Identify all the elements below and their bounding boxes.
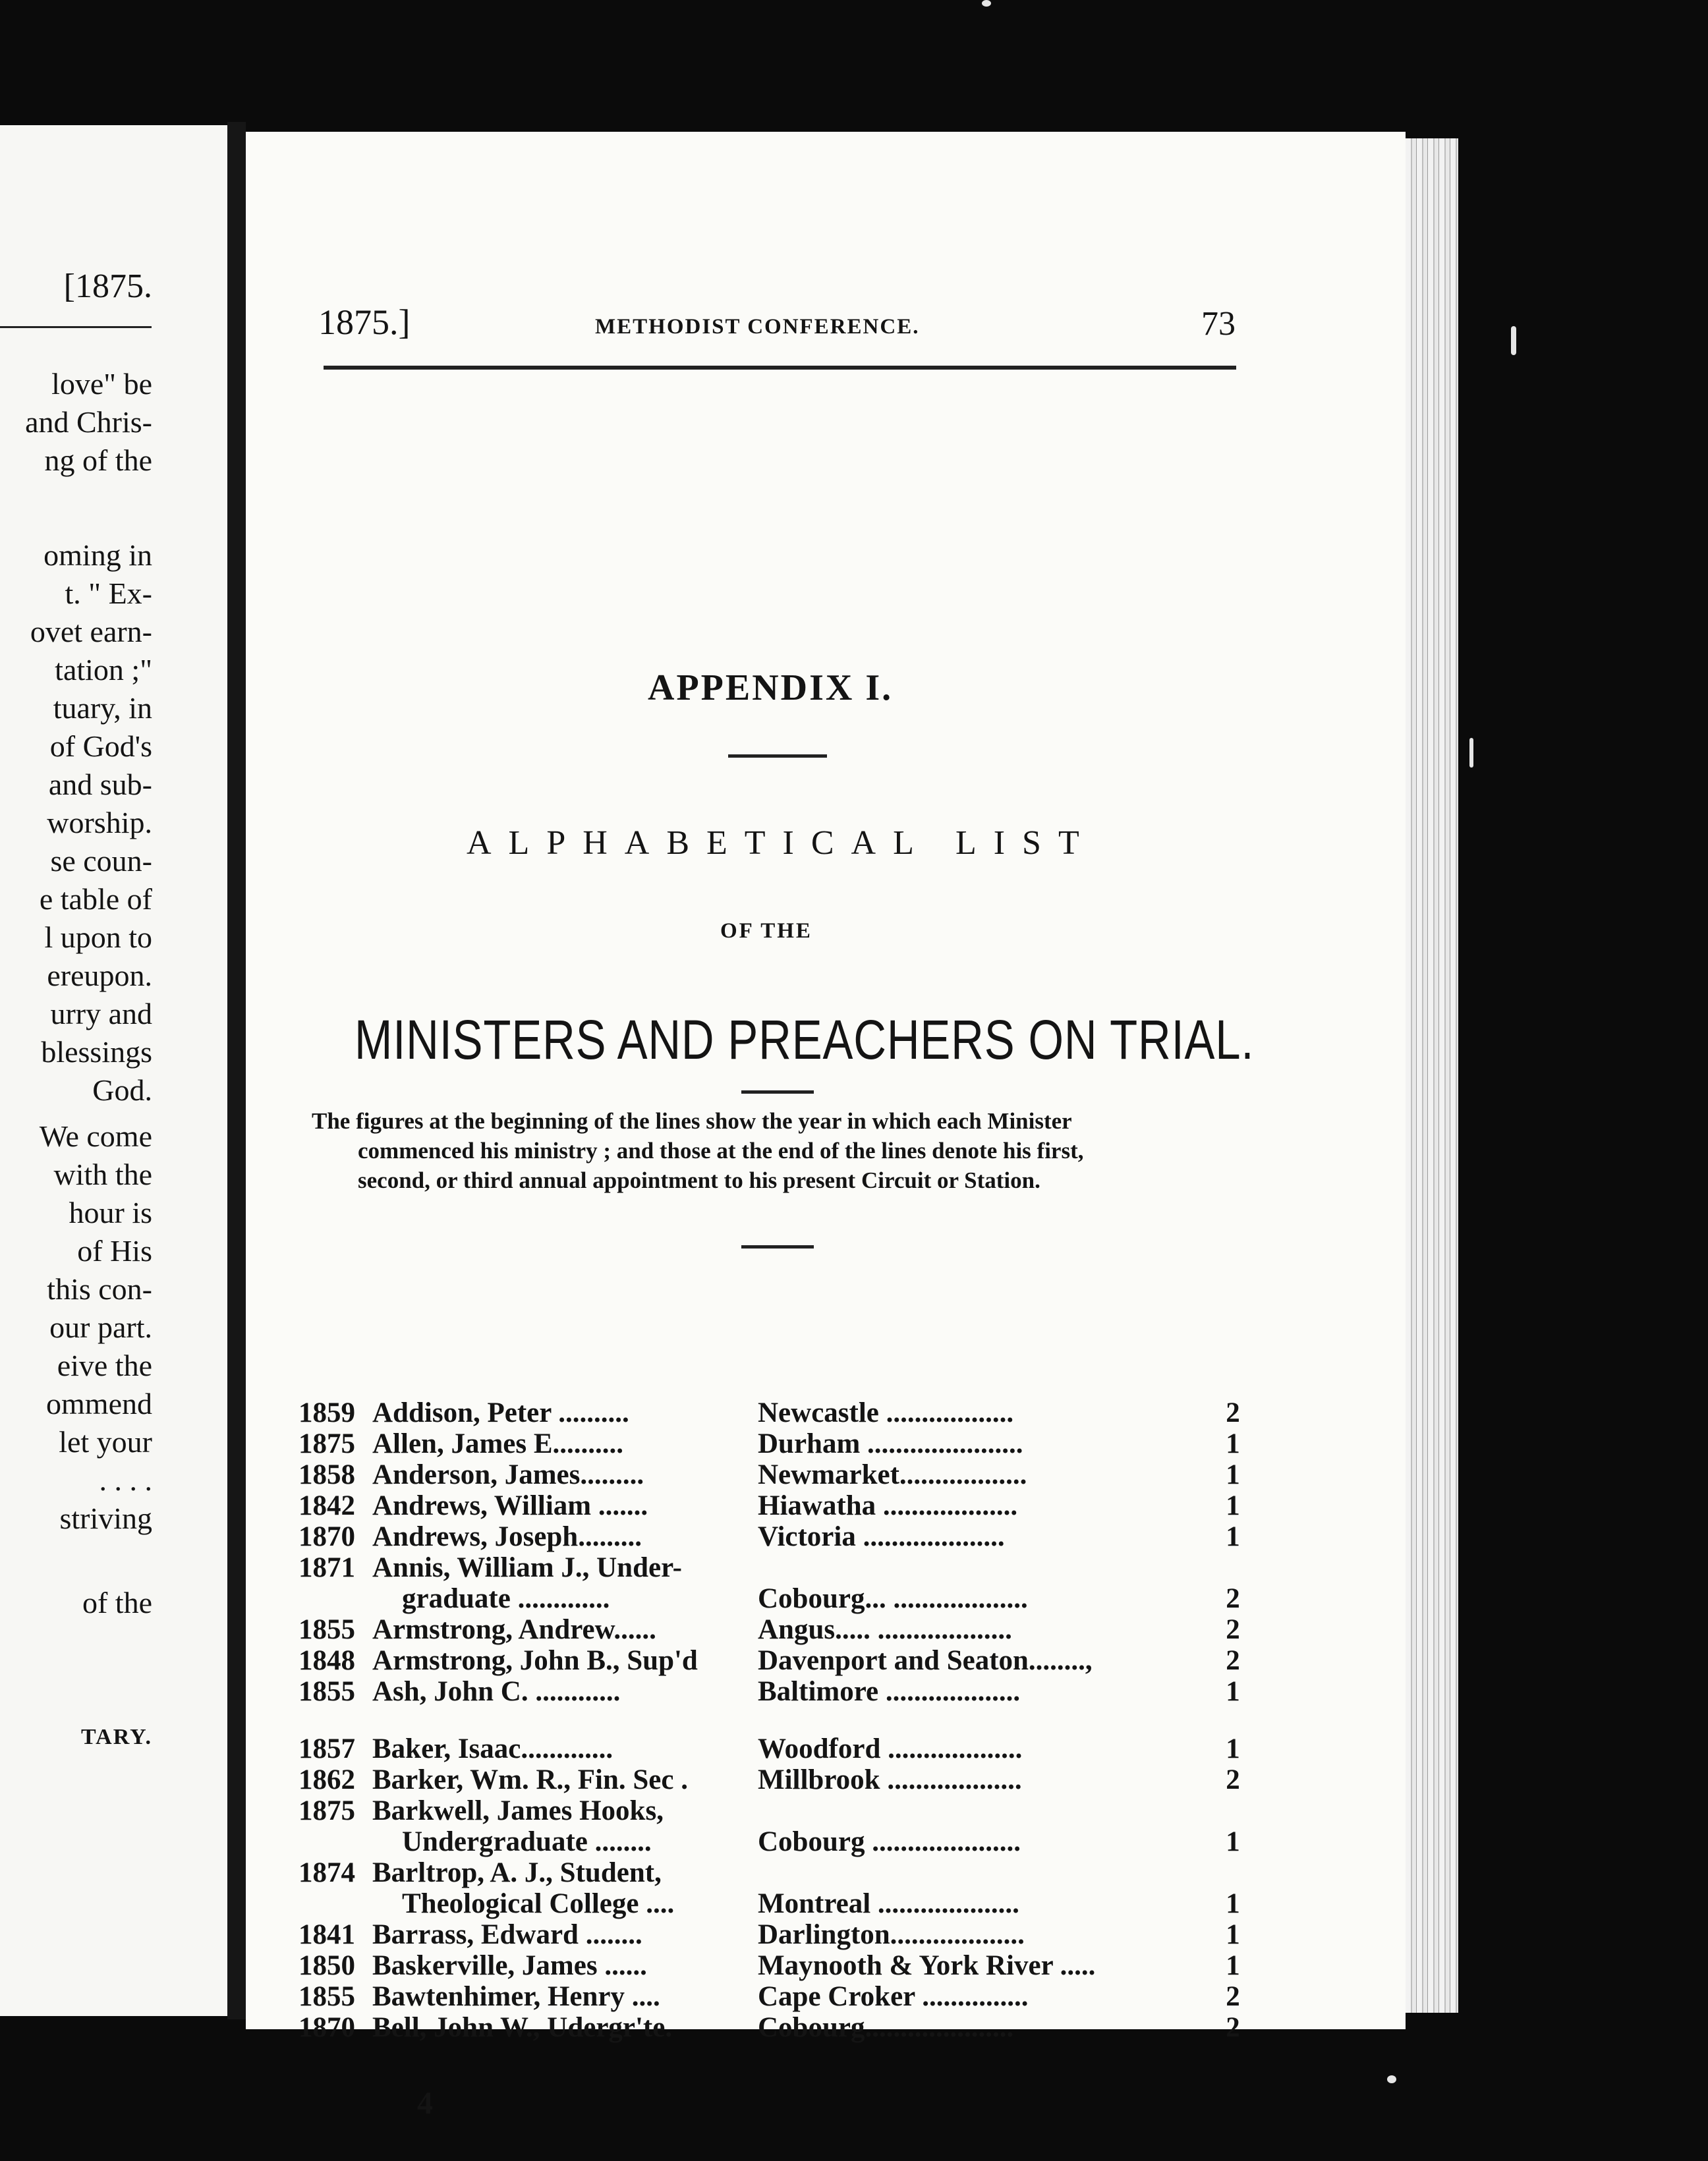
left-text-line: blessings (41, 1035, 152, 1069)
list-entry (299, 1428, 1274, 1459)
entry-circuit: Cobourg..................... (758, 2012, 1014, 2043)
list-entry (299, 1521, 1274, 1552)
entry-circuit: Victoria .................... (758, 1521, 1005, 1552)
entry-year: 1875 (299, 1795, 355, 1826)
left-text-line: ovet earn- (30, 615, 152, 648)
list-entry (299, 1857, 1274, 1888)
left-text-line: ereupon. (47, 959, 152, 992)
entry-name: Armstrong, John B., Sup'd (372, 1645, 698, 1676)
of-the-label: OF THE (720, 919, 812, 943)
entry-circuit: Newcastle .................. (758, 1397, 1014, 1428)
list-entry (299, 2011, 1274, 2042)
entry-appointment-number: 2 (1226, 1614, 1240, 1645)
book-gutter (227, 122, 246, 2019)
entry-name: Undergraduate ........ (402, 1826, 652, 1857)
entry-appointment-number: 1 (1226, 1676, 1240, 1707)
left-text-line: God. (92, 1073, 152, 1107)
list-entry (299, 1675, 1274, 1706)
entry-year: 1848 (299, 1645, 355, 1676)
intro-paragraph (312, 1107, 1241, 1195)
entry-circuit: Cape Croker ............... (758, 1981, 1029, 2012)
ministers-list (299, 1397, 1274, 2042)
list-entry (299, 1397, 1274, 1428)
entry-year: 1841 (299, 1919, 355, 1950)
entry-appointment-number: 1 (1226, 1459, 1240, 1490)
list-entry (299, 1888, 1274, 1919)
entry-circuit: Woodford ................... (758, 1733, 1023, 1764)
entry-appointment-number: 2 (1226, 1981, 1240, 2012)
entry-circuit: Hiawatha ................... (758, 1490, 1018, 1521)
entry-year: 1859 (299, 1397, 355, 1428)
left-text-line: hour is (69, 1196, 152, 1229)
entry-name: Barrass, Edward ........ (372, 1919, 642, 1950)
entry-name: Annis, William J., Under- (372, 1552, 682, 1583)
scan-speck (1511, 326, 1516, 355)
entry-name: Bawtenhimer, Henry .... (372, 1981, 660, 2012)
entry-name: Addison, Peter .......... (372, 1397, 629, 1428)
scan-speck (1469, 738, 1473, 768)
list-entry (299, 1826, 1274, 1857)
intro-line: commenced his ministry ; and those at the end of the lines denote his first, (358, 1137, 1084, 1164)
list-entry (299, 1795, 1274, 1826)
scan-speck (982, 0, 991, 7)
entry-name: Armstrong, Andrew...... (372, 1614, 656, 1645)
list-entry (299, 1733, 1274, 1764)
list-entry (299, 1644, 1274, 1675)
intro-line: The figures at the beginning of the lines show the year in which each Minister (312, 1108, 1072, 1134)
scan-speck (1387, 2075, 1396, 2083)
entry-name: Barkwell, James Hooks, (372, 1795, 664, 1826)
entry-year: 1874 (299, 1857, 355, 1888)
left-text-line: let your (59, 1425, 152, 1459)
entry-name: Andrews, William ....... (372, 1490, 648, 1521)
list-entry (299, 1980, 1274, 2011)
left-text-line: e table of (39, 882, 152, 916)
entry-appointment-number: 1 (1226, 1888, 1240, 1919)
running-head-year: 1875.] (318, 302, 411, 342)
entry-year: 1842 (299, 1490, 355, 1521)
left-header-rule (0, 326, 152, 328)
entry-year: 1858 (299, 1459, 355, 1490)
left-text-line: of the (82, 1586, 152, 1619)
entry-circuit: Cobourg ..................... (758, 1826, 1021, 1857)
right-page (246, 132, 1406, 2121)
list-entry (299, 1583, 1274, 1614)
main-title: MINISTERS AND PREACHERS ON TRIAL. (355, 1009, 1255, 1071)
left-text-line: TARY. (81, 1725, 152, 1749)
left-text-line: l upon to (44, 920, 152, 954)
left-text-line: this con- (47, 1272, 152, 1306)
list-title: ALPHABETICAL LIST (467, 824, 1096, 862)
left-text-line: love" be (51, 367, 152, 401)
left-text-line: t. " Ex- (65, 576, 152, 610)
entry-year: 1857 (299, 1733, 355, 1764)
signature-mark: 4 (417, 2086, 433, 2121)
entry-year: 1870 (299, 2012, 355, 2043)
entry-name: Anderson, James......... (372, 1459, 644, 1490)
entry-name: graduate ............. (402, 1583, 610, 1614)
entry-circuit: Durham ...................... (758, 1428, 1023, 1459)
entry-appointment-number: 2 (1226, 1397, 1240, 1428)
entry-year: 1875 (299, 1428, 355, 1459)
entry-year: 1850 (299, 1950, 355, 1981)
list-entry (299, 1552, 1274, 1583)
entry-year: 1855 (299, 1981, 355, 2012)
entry-name: Barltrop, A. J., Student, (372, 1857, 662, 1888)
entry-appointment-number: 1 (1226, 1826, 1240, 1857)
left-text-line: striving (59, 1501, 152, 1535)
left-text-line: of God's (49, 729, 152, 763)
entry-name: Ash, John C. ............ (372, 1676, 621, 1707)
left-text-line: our part. (49, 1310, 152, 1344)
left-text-line: and sub- (48, 768, 152, 801)
entry-name: Baskerville, James ...... (372, 1950, 647, 1981)
list-entry (299, 1459, 1274, 1490)
entry-circuit: Darlington................... (758, 1919, 1025, 1950)
left-text-line: worship. (47, 806, 152, 839)
entry-circuit: Angus..... ................... (758, 1614, 1012, 1645)
left-text-line: tation ;" (55, 653, 152, 687)
list-entry (299, 1950, 1274, 1980)
entry-appointment-number: 2 (1226, 1645, 1240, 1676)
entry-name: Bell, John W., Udergr'te. (372, 2012, 673, 2043)
running-head-title: METHODIST CONFERENCE. (595, 315, 920, 339)
section-rule (728, 754, 827, 758)
left-text-line: urry and (50, 997, 152, 1030)
entry-appointment-number: 1 (1226, 1521, 1240, 1552)
left-text-line: ommend (46, 1387, 152, 1420)
entry-appointment-number: 2 (1226, 1764, 1240, 1795)
left-text-line: with the (53, 1158, 152, 1191)
section-rule (741, 1245, 814, 1249)
entry-name: Theological College .... (402, 1888, 675, 1919)
list-entry (299, 1614, 1274, 1644)
entry-appointment-number: 1 (1226, 1490, 1240, 1521)
entry-year: 1855 (299, 1614, 355, 1645)
list-entry (299, 1919, 1274, 1950)
left-text-line: of His (77, 1234, 152, 1268)
header-rule (324, 366, 1236, 370)
left-text-line: ng of the (44, 443, 152, 477)
entry-name: Allen, James E.......... (372, 1428, 624, 1459)
left-text-line: oming in (43, 538, 152, 572)
section-rule (741, 1090, 814, 1094)
entry-circuit: Cobourg... ................... (758, 1583, 1028, 1614)
left-text-line: se coun- (50, 844, 152, 878)
intro-line: second, or third annual appointment to his present Circuit or Station. (358, 1167, 1040, 1193)
entry-year: 1871 (299, 1552, 355, 1583)
entry-year: 1870 (299, 1521, 355, 1552)
left-running-head: [1875. (63, 267, 152, 305)
entry-appointment-number: 2 (1226, 2012, 1240, 2043)
entry-appointment-number: 1 (1226, 1919, 1240, 1950)
entry-name: Baker, Isaac............. (372, 1733, 613, 1764)
entry-circuit: Millbrook ................... (758, 1764, 1022, 1795)
left-text-line: . . . . (99, 1463, 152, 1497)
page-edges (1406, 138, 1458, 2013)
left-text-line: tuary, in (53, 691, 152, 725)
list-entry (299, 1764, 1274, 1795)
entry-circuit: Newmarket.................. (758, 1459, 1027, 1490)
entry-circuit: Montreal .................... (758, 1888, 1019, 1919)
entry-circuit: Baltimore ................... (758, 1676, 1021, 1707)
entry-name: Andrews, Joseph......... (372, 1521, 642, 1552)
page-number: 73 (1201, 305, 1236, 343)
left-text-line: eive the (57, 1349, 152, 1382)
appendix-title: APPENDIX I. (648, 667, 894, 708)
entry-year: 1862 (299, 1764, 355, 1795)
entry-appointment-number: 1 (1226, 1950, 1240, 1981)
left-text-line: We come (39, 1119, 152, 1153)
entry-appointment-number: 2 (1226, 1583, 1240, 1614)
list-entry (299, 1490, 1274, 1521)
entry-circuit: Davenport and Seaton........, (758, 1645, 1093, 1676)
left-text-line: and Chris- (25, 405, 152, 439)
entry-year: 1855 (299, 1676, 355, 1707)
left-facing-page (0, 125, 227, 2016)
entry-appointment-number: 1 (1226, 1428, 1240, 1459)
entry-appointment-number: 1 (1226, 1733, 1240, 1764)
entry-circuit: Maynooth & York River ..... (758, 1950, 1096, 1981)
entry-name: Barker, Wm. R., Fin. Sec . (372, 1764, 688, 1795)
